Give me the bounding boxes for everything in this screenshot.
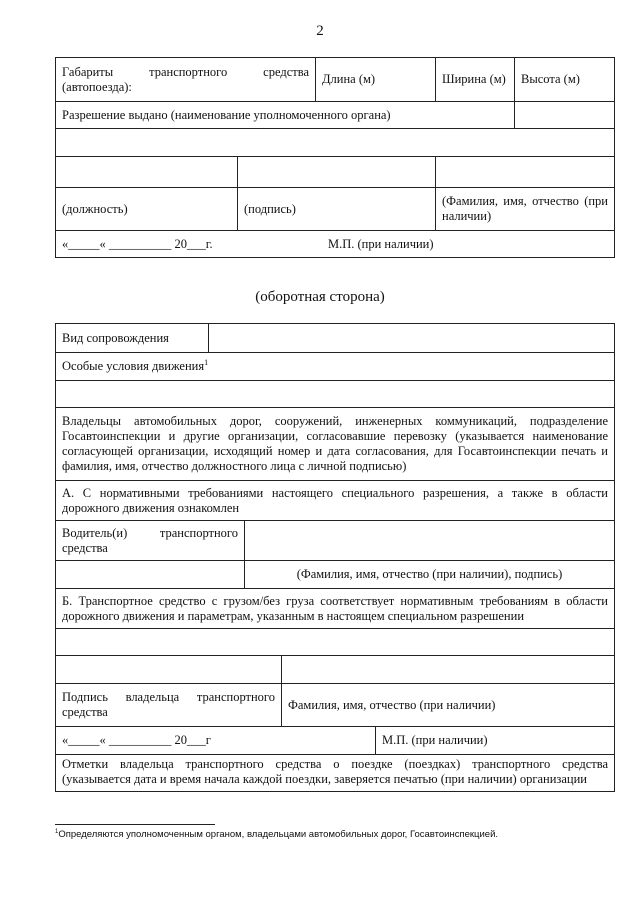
owner-full-name-caption: Фамилия, имя, отчество (при наличии) <box>282 684 615 727</box>
official-signature-field[interactable] <box>238 157 436 188</box>
drivers-signature-caption: (Фамилия, имя, отчество (при наличии), подпись) <box>245 561 615 589</box>
section-a-text: А. С нормативными требованиями настоящего специального разрешения, а также в области дорожного движения ознакомлен <box>56 481 615 521</box>
issue-date[interactable]: «_____« __________ 20___г. <box>62 236 213 251</box>
vehicle-dimensions-label: Габариты транспортного средства (автопоезда): <box>56 58 316 102</box>
owner-signature-field[interactable] <box>56 656 282 684</box>
trips-notes-text: Отметки владельца транспортного средства о поездке (поездках) транспортного средства (указывается дата и время начала каждой поездки, заверяется печатью (при наличии) организации <box>56 755 615 792</box>
official-full-name-field[interactable] <box>436 157 615 188</box>
permit-issued-value[interactable] <box>515 102 615 129</box>
length-label: Длина (м) <box>316 58 436 102</box>
reverse-side-table <box>55 323 615 792</box>
issuing-authority-name-field[interactable] <box>56 129 615 157</box>
footnote-marker: 1 <box>55 828 59 835</box>
owner-full-name-field[interactable] <box>282 656 615 684</box>
stamp-label: М.П. (при наличии) <box>328 236 434 251</box>
full-name-caption: (Фамилия, имя, отчество (при наличии) <box>436 188 615 231</box>
section-b-value[interactable] <box>56 629 615 656</box>
signature-caption: (подпись) <box>238 188 436 231</box>
footnote-divider <box>55 824 215 825</box>
owner-date[interactable]: «_____« __________ 20___г <box>56 727 376 755</box>
drivers-label: Водитель(и) транспортного средства <box>56 521 245 561</box>
page-number: 2 <box>316 23 324 39</box>
special-conditions-row <box>56 353 615 381</box>
owner-signature-caption: Подпись владельца транспортного средства <box>56 684 282 727</box>
section-b-text: Б. Транспортное средство с грузом/без груза соответствует нормативным требованиям в области дорожного движения и параметрам, указанным в настоящем специальном разрешении <box>56 589 615 629</box>
owner-stamp-label: М.П. (при наличии) <box>376 727 615 755</box>
drivers-value[interactable] <box>245 521 615 561</box>
approving-owners-text: Владельцы автомобильных дорог, сооружений, инженерных коммуникаций, подразделение Госавтоинспекции и другие организации, согласовавшие перевозку (указывается наименование согласующей организации, исходящий номер и дата согласования, для Госавтоинспекции печать и фамилия, имя, отчество должностного лица с личной подписью) <box>56 408 615 481</box>
reverse-side-title: (оборотная сторона) <box>255 289 385 305</box>
footnote-text: Определяются уполномоченным органом, владельцами автомобильных дорог, Госавтоинспекцией. <box>58 829 499 840</box>
special-conditions-label: Особые условия движения <box>62 359 205 373</box>
official-position-field[interactable] <box>56 157 238 188</box>
permit-issued-label: Разрешение выдано (наименование уполномоченного органа) <box>56 102 515 129</box>
width-label: Ширина (м) <box>436 58 515 102</box>
special-conditions-value[interactable] <box>56 381 615 408</box>
drivers-empty-cell <box>56 561 245 589</box>
escort-type-value[interactable] <box>209 324 615 353</box>
footnote-reference: 1 <box>204 357 209 367</box>
escort-type-label: Вид сопровождения <box>56 324 209 353</box>
permit-details-table <box>55 57 615 258</box>
height-label: Высота (м) <box>515 58 615 102</box>
issue-date-line <box>56 231 615 258</box>
footnote <box>55 829 498 840</box>
position-caption: (должность) <box>56 188 238 231</box>
